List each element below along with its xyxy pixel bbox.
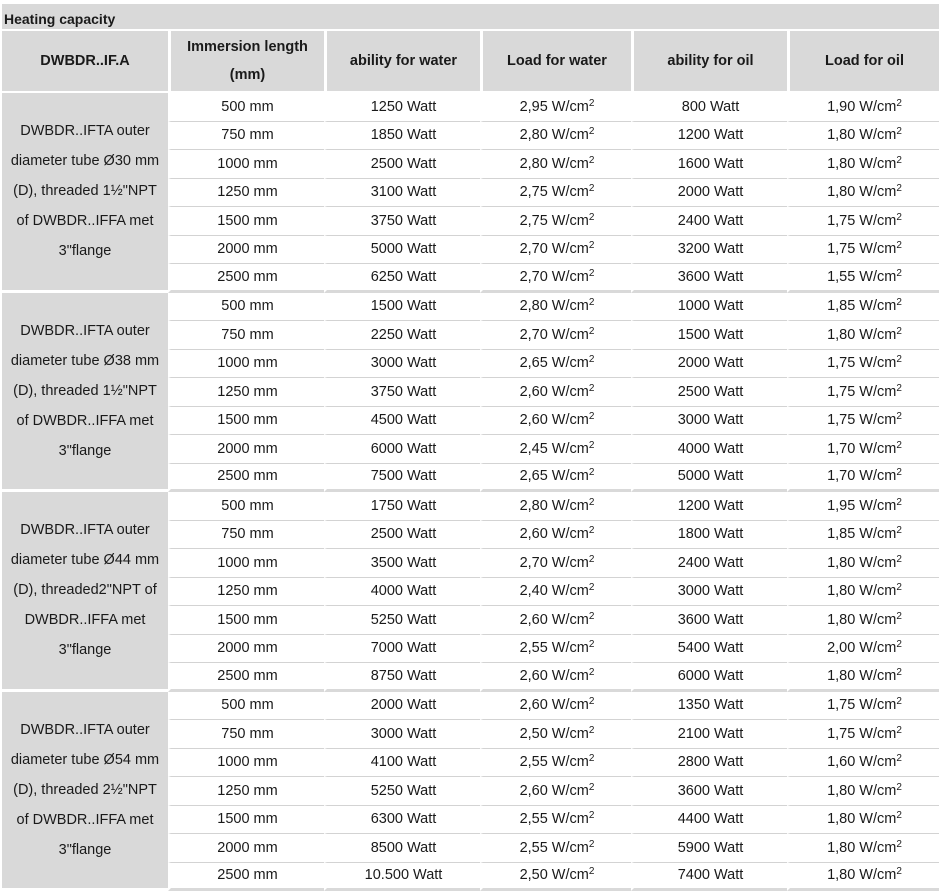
unit-superscript: 2 — [589, 183, 595, 194]
load-oil-cell: 1,80 $W/cm^2$ — [787, 578, 939, 607]
load-water-cell: 2,60 $W/cm^2$ — [480, 521, 631, 550]
ability-water-cell: 7000 Watt — [324, 635, 480, 664]
unit-superscript: 2 — [896, 667, 902, 678]
immersion-length-cell: 2500 mm — [168, 863, 324, 891]
load-oil-cell: 1,80 $W/cm^2$ — [787, 806, 939, 835]
load-water-cell: 2,60 $W/cm^2$ — [480, 606, 631, 635]
load-oil-cell: 1,75 $W/cm^2$ — [787, 350, 939, 379]
immersion-length-cell: 1250 mm — [168, 179, 324, 208]
load-water-cell: 2,55 $W/cm^2$ — [480, 635, 631, 664]
ability-oil-cell: 800 Watt — [631, 93, 787, 122]
load-oil-cell: 1,75 $W/cm^2$ — [787, 692, 939, 721]
immersion-length-cell: 2500 mm — [168, 663, 324, 692]
ability-oil-cell: 2000 Watt — [631, 179, 787, 208]
ability-oil-cell: 1500 Watt — [631, 321, 787, 350]
immersion-length-cell: 1250 mm — [168, 578, 324, 607]
load-oil-cell: 1,75 $W/cm^2$ — [787, 720, 939, 749]
group-label-cell: DWBDR..IFTA outer diameter tube Ø38 mm (D), threaded 1½"NPT of DWBDR..IFFA met 3"flange — [2, 293, 168, 493]
ability-oil-cell: 1000 Watt — [631, 293, 787, 322]
unit-superscript: 2 — [896, 839, 902, 850]
table-title: Heating capacity — [2, 4, 939, 29]
unit-superscript: 2 — [896, 611, 902, 622]
load-water-cell: 2,70 $W/cm^2$ — [480, 549, 631, 578]
table-row — [2, 692, 939, 721]
immersion-length-cell: 1500 mm — [168, 806, 324, 835]
load-water-cell: 2,80 $W/cm^2$ — [480, 492, 631, 521]
unit-superscript: 2 — [589, 753, 595, 764]
immersion-length-cell: 2000 mm — [168, 435, 324, 464]
ability-oil-cell: 5900 Watt — [631, 834, 787, 863]
unit-superscript: 2 — [589, 383, 595, 394]
unit-superscript: 2 — [589, 240, 595, 251]
ability-oil-cell: 2400 Watt — [631, 549, 787, 578]
table-row — [2, 93, 939, 122]
load-water-cell: 2,70 $W/cm^2$ — [480, 236, 631, 265]
immersion-length-cell: 1500 mm — [168, 407, 324, 436]
load-water-cell: 2,95 $W/cm^2$ — [480, 93, 631, 122]
immersion-length-cell: 2000 mm — [168, 635, 324, 664]
load-water-cell: 2,65 $W/cm^2$ — [480, 464, 631, 493]
unit-superscript: 2 — [589, 326, 595, 337]
unit-superscript: 2 — [589, 411, 595, 422]
ability-oil-cell: 4000 Watt — [631, 435, 787, 464]
table-row — [2, 293, 939, 322]
load-oil-cell: 1,70 $W/cm^2$ — [787, 464, 939, 493]
unit-superscript: 2 — [589, 725, 595, 736]
immersion-length-cell: 500 mm — [168, 293, 324, 322]
load-oil-cell: 1,80 $W/cm^2$ — [787, 321, 939, 350]
ability-water-cell: 3750 Watt — [324, 207, 480, 236]
column-header-ability-oil: ability for oil — [631, 29, 787, 93]
immersion-length-cell: 750 mm — [168, 720, 324, 749]
unit-superscript: 2 — [589, 297, 595, 308]
unit-superscript: 2 — [896, 440, 902, 451]
ability-water-cell: 5250 Watt — [324, 606, 480, 635]
unit-superscript: 2 — [589, 839, 595, 850]
column-header-load-water: Load for water — [480, 29, 631, 93]
ability-oil-cell: 2100 Watt — [631, 720, 787, 749]
load-water-cell: 2,60 $W/cm^2$ — [480, 777, 631, 806]
load-oil-cell: 1,80 $W/cm^2$ — [787, 122, 939, 151]
immersion-length-cell: 2000 mm — [168, 236, 324, 265]
load-oil-cell: 1,80 $W/cm^2$ — [787, 663, 939, 692]
table-row — [2, 492, 939, 521]
header-row — [2, 29, 939, 93]
load-water-cell: 2,55 $W/cm^2$ — [480, 806, 631, 835]
ability-water-cell: 3100 Watt — [324, 179, 480, 208]
group-label-cell: DWBDR..IFTA outer diameter tube Ø44 mm (D), threaded2"NPT of DWBDR..IFFA met 3"flange — [2, 492, 168, 692]
unit-superscript: 2 — [896, 467, 902, 478]
unit-superscript: 2 — [589, 554, 595, 565]
ability-water-cell: 6000 Watt — [324, 435, 480, 464]
ability-water-cell: 4100 Watt — [324, 749, 480, 778]
ability-oil-cell: 4400 Watt — [631, 806, 787, 835]
load-water-cell: 2,60 $W/cm^2$ — [480, 692, 631, 721]
ability-water-cell: 2000 Watt — [324, 692, 480, 721]
load-water-cell: 2,80 $W/cm^2$ — [480, 150, 631, 179]
unit-superscript: 2 — [589, 155, 595, 166]
unit-superscript: 2 — [896, 326, 902, 337]
ability-oil-cell: 7400 Watt — [631, 863, 787, 891]
unit-superscript: 2 — [896, 525, 902, 536]
unit-superscript: 2 — [589, 639, 595, 650]
unit-superscript: 2 — [896, 155, 902, 166]
load-oil-cell: 1,80 $W/cm^2$ — [787, 863, 939, 891]
ability-oil-cell: 5000 Watt — [631, 464, 787, 493]
ability-water-cell: 8750 Watt — [324, 663, 480, 692]
ability-water-cell: 2250 Watt — [324, 321, 480, 350]
unit-superscript: 2 — [589, 212, 595, 223]
ability-oil-cell: 3000 Watt — [631, 578, 787, 607]
unit-superscript: 2 — [589, 268, 595, 279]
load-water-cell: 2,75 $W/cm^2$ — [480, 207, 631, 236]
load-water-cell: 2,55 $W/cm^2$ — [480, 834, 631, 863]
unit-superscript: 2 — [589, 667, 595, 678]
immersion-length-cell: 1000 mm — [168, 350, 324, 379]
unit-superscript: 2 — [896, 126, 902, 137]
ability-oil-cell: 3600 Watt — [631, 606, 787, 635]
ability-water-cell: 7500 Watt — [324, 464, 480, 493]
load-water-cell: 2,80 $W/cm^2$ — [480, 293, 631, 322]
ability-water-cell: 3000 Watt — [324, 350, 480, 379]
ability-oil-cell: 3000 Watt — [631, 407, 787, 436]
unit-superscript: 2 — [589, 126, 595, 137]
group-label-cell: DWBDR..IFTA outer diameter tube Ø54 mm (D), threaded 2½"NPT of DWBDR..IFFA met 3"flange — [2, 692, 168, 891]
ability-oil-cell: 1350 Watt — [631, 692, 787, 721]
ability-oil-cell: 2000 Watt — [631, 350, 787, 379]
immersion-length-cell: 1000 mm — [168, 549, 324, 578]
unit-superscript: 2 — [896, 866, 902, 877]
immersion-length-cell: 1500 mm — [168, 606, 324, 635]
unit-superscript: 2 — [589, 440, 595, 451]
ability-water-cell: 1250 Watt — [324, 93, 480, 122]
ability-oil-cell: 1800 Watt — [631, 521, 787, 550]
load-water-cell: 2,40 $W/cm^2$ — [480, 578, 631, 607]
load-water-cell: 2,80 $W/cm^2$ — [480, 122, 631, 151]
immersion-length-cell: 2500 mm — [168, 264, 324, 293]
unit-superscript: 2 — [896, 240, 902, 251]
load-water-cell: 2,50 $W/cm^2$ — [480, 863, 631, 891]
immersion-length-cell: 750 mm — [168, 321, 324, 350]
unit-superscript: 2 — [589, 582, 595, 593]
ability-water-cell: 1500 Watt — [324, 293, 480, 322]
load-water-cell: 2,65 $W/cm^2$ — [480, 350, 631, 379]
column-header-load-oil: Load for oil — [787, 29, 939, 93]
immersion-length-cell: 1500 mm — [168, 207, 324, 236]
ability-water-cell: 2500 Watt — [324, 521, 480, 550]
ability-oil-cell: 1600 Watt — [631, 150, 787, 179]
unit-superscript: 2 — [589, 810, 595, 821]
heating-capacity-table-wrapper — [2, 4, 939, 891]
unit-superscript: 2 — [896, 782, 902, 793]
unit-superscript: 2 — [896, 98, 902, 109]
immersion-length-cell: 750 mm — [168, 122, 324, 151]
ability-water-cell: 2500 Watt — [324, 150, 480, 179]
unit-superscript: 2 — [896, 582, 902, 593]
unit-superscript: 2 — [896, 725, 902, 736]
immersion-length-cell: 750 mm — [168, 521, 324, 550]
load-water-cell: 2,70 $W/cm^2$ — [480, 264, 631, 293]
load-water-cell: 2,50 $W/cm^2$ — [480, 720, 631, 749]
load-oil-cell: 1,80 $W/cm^2$ — [787, 549, 939, 578]
ability-water-cell: 1750 Watt — [324, 492, 480, 521]
heating-capacity-table — [2, 29, 939, 891]
ability-oil-cell: 2800 Watt — [631, 749, 787, 778]
column-header-ability-water: ability for water — [324, 29, 480, 93]
load-oil-cell: 1,55 $W/cm^2$ — [787, 264, 939, 293]
load-water-cell: 2,60 $W/cm^2$ — [480, 663, 631, 692]
unit-superscript: 2 — [896, 354, 902, 365]
ability-water-cell: 3500 Watt — [324, 549, 480, 578]
unit-superscript: 2 — [896, 212, 902, 223]
ability-water-cell: 8500 Watt — [324, 834, 480, 863]
unit-superscript: 2 — [589, 98, 595, 109]
ability-oil-cell: 3600 Watt — [631, 264, 787, 293]
load-water-cell: 2,60 $W/cm^2$ — [480, 378, 631, 407]
group-label-cell: DWBDR..IFTA outer diameter tube Ø30 mm (D), threaded 1½"NPT of DWBDR..IFFA met 3"flange — [2, 93, 168, 293]
unit-superscript: 2 — [896, 554, 902, 565]
ability-water-cell: 1850 Watt — [324, 122, 480, 151]
ability-water-cell: 3000 Watt — [324, 720, 480, 749]
immersion-length-cell: 1250 mm — [168, 378, 324, 407]
load-oil-cell: 1,75 $W/cm^2$ — [787, 407, 939, 436]
load-oil-cell: 1,75 $W/cm^2$ — [787, 378, 939, 407]
immersion-length-cell: 1000 mm — [168, 150, 324, 179]
load-oil-cell: 1,90 $W/cm^2$ — [787, 93, 939, 122]
load-oil-cell: 1,80 $W/cm^2$ — [787, 777, 939, 806]
immersion-length-cell: 500 mm — [168, 692, 324, 721]
ability-water-cell: 6250 Watt — [324, 264, 480, 293]
ability-oil-cell: 3600 Watt — [631, 777, 787, 806]
ability-water-cell: 10.500 Watt — [324, 863, 480, 891]
unit-superscript: 2 — [896, 183, 902, 194]
ability-oil-cell: 1200 Watt — [631, 122, 787, 151]
ability-water-cell: 4000 Watt — [324, 578, 480, 607]
column-header-model: DWBDR..IF.A — [2, 29, 168, 93]
unit-superscript: 2 — [896, 497, 902, 508]
unit-superscript: 2 — [896, 297, 902, 308]
load-water-cell: 2,45 $W/cm^2$ — [480, 435, 631, 464]
table-body — [2, 93, 939, 891]
unit-superscript: 2 — [589, 467, 595, 478]
load-oil-cell: 2,00 $W/cm^2$ — [787, 635, 939, 664]
ability-water-cell: 4500 Watt — [324, 407, 480, 436]
unit-superscript: 2 — [896, 411, 902, 422]
load-oil-cell: 1,70 $W/cm^2$ — [787, 435, 939, 464]
unit-superscript: 2 — [896, 383, 902, 394]
load-oil-cell: 1,85 $W/cm^2$ — [787, 521, 939, 550]
ability-oil-cell: 2400 Watt — [631, 207, 787, 236]
ability-water-cell: 6300 Watt — [324, 806, 480, 835]
immersion-length-cell: 2500 mm — [168, 464, 324, 493]
load-oil-cell: 1,75 $W/cm^2$ — [787, 207, 939, 236]
load-water-cell: 2,70 $W/cm^2$ — [480, 321, 631, 350]
load-oil-cell: 1,80 $W/cm^2$ — [787, 606, 939, 635]
ability-oil-cell: 1200 Watt — [631, 492, 787, 521]
ability-oil-cell: 5400 Watt — [631, 635, 787, 664]
unit-superscript: 2 — [896, 696, 902, 707]
ability-water-cell: 5250 Watt — [324, 777, 480, 806]
immersion-length-cell: 2000 mm — [168, 834, 324, 863]
unit-superscript: 2 — [896, 268, 902, 279]
unit-superscript: 2 — [589, 782, 595, 793]
unit-superscript: 2 — [589, 611, 595, 622]
unit-superscript: 2 — [896, 639, 902, 650]
immersion-length-cell: 500 mm — [168, 492, 324, 521]
ability-oil-cell: 3200 Watt — [631, 236, 787, 265]
unit-superscript: 2 — [589, 354, 595, 365]
ability-water-cell: 5000 Watt — [324, 236, 480, 265]
immersion-length-cell: 500 mm — [168, 93, 324, 122]
unit-superscript: 2 — [589, 696, 595, 707]
unit-superscript: 2 — [896, 810, 902, 821]
unit-superscript: 2 — [589, 866, 595, 877]
unit-superscript: 2 — [896, 753, 902, 764]
load-oil-cell: 1,95 $W/cm^2$ — [787, 492, 939, 521]
column-header-immersion-length: Immersion length (mm) — [168, 29, 324, 93]
load-oil-cell: 1,80 $W/cm^2$ — [787, 179, 939, 208]
load-oil-cell: 1,75 $W/cm^2$ — [787, 236, 939, 265]
load-oil-cell: 1,60 $W/cm^2$ — [787, 749, 939, 778]
ability-water-cell: 3750 Watt — [324, 378, 480, 407]
load-oil-cell: 1,80 $W/cm^2$ — [787, 834, 939, 863]
unit-superscript: 2 — [589, 497, 595, 508]
load-water-cell: 2,75 $W/cm^2$ — [480, 179, 631, 208]
load-oil-cell: 1,85 $W/cm^2$ — [787, 293, 939, 322]
ability-oil-cell: 6000 Watt — [631, 663, 787, 692]
ability-oil-cell: 2500 Watt — [631, 378, 787, 407]
load-water-cell: 2,60 $W/cm^2$ — [480, 407, 631, 436]
load-water-cell: 2,55 $W/cm^2$ — [480, 749, 631, 778]
immersion-length-cell: 1000 mm — [168, 749, 324, 778]
unit-superscript: 2 — [589, 525, 595, 536]
load-oil-cell: 1,80 $W/cm^2$ — [787, 150, 939, 179]
immersion-length-cell: 1250 mm — [168, 777, 324, 806]
